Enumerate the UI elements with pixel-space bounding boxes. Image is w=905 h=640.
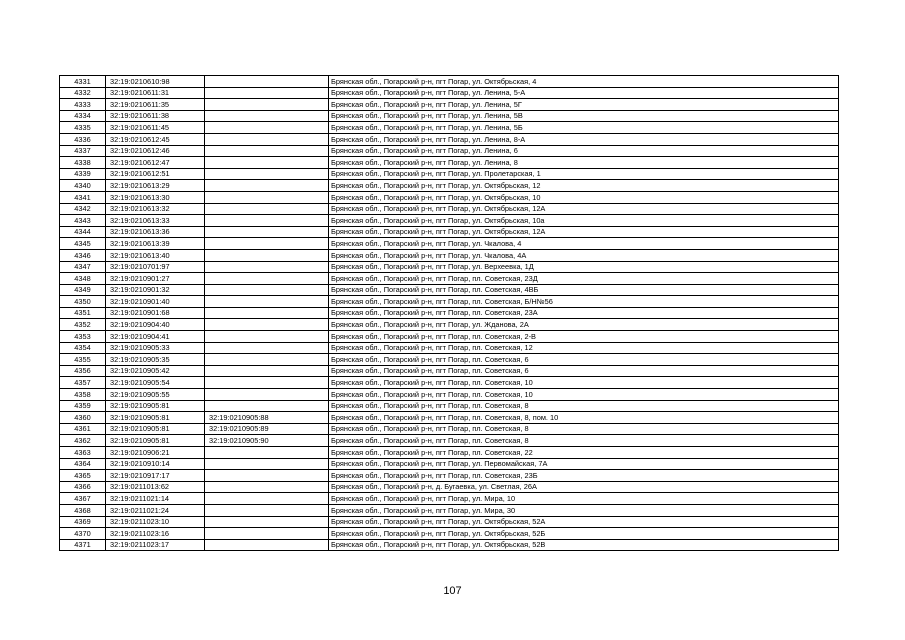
cadastral-number-cell: 32:19:0210905:81: [106, 412, 205, 424]
row-number-cell: 4369: [60, 516, 106, 528]
address-cell: Брянская обл., Погарский р-н, пгт Погар, ул. Ленина, 8-А: [329, 133, 839, 145]
linked-object-cell: [205, 493, 329, 505]
linked-object-cell: [205, 145, 329, 157]
row-number-cell: 4332: [60, 87, 106, 99]
address-cell: Брянская обл., Погарский р-н, пгт Погар, ул. Октябрьская, 4: [329, 76, 839, 88]
address-cell: Брянская обл., Погарский р-н, пгт Погар, ул. Мира, 10: [329, 493, 839, 505]
address-cell: Брянская обл., Погарский р-н, пгт Погар, пл. Советская, 6: [329, 365, 839, 377]
table-row: [60, 87, 839, 99]
row-number-cell: 4362: [60, 435, 106, 447]
address-cell: Брянская обл., Погарский р-н, пгт Погар, ул. Октябрьская, 52А: [329, 516, 839, 528]
table-row: [60, 99, 839, 111]
row-number-cell: 4357: [60, 377, 106, 389]
linked-object-cell: [205, 157, 329, 169]
cadastral-number-cell: 32:19:0210905:33: [106, 342, 205, 354]
table-row: [60, 145, 839, 157]
table-row: [60, 319, 839, 331]
address-cell: Брянская обл., Погарский р-н, пгт Погар, ул. Чкалова, 4: [329, 238, 839, 250]
linked-object-cell: [205, 447, 329, 459]
address-cell: Брянская обл., Погарский р-н, д. Бугаевка, ул. Светлая, 26А: [329, 481, 839, 493]
address-cell: Брянская обл., Погарский р-н, пгт Погар, ул. Пролетарская, 1: [329, 168, 839, 180]
table-row: [60, 539, 839, 551]
linked-object-cell: [205, 400, 329, 412]
table-row: [60, 528, 839, 540]
table-row: [60, 342, 839, 354]
cadastral-number-cell: 32:19:0210906:21: [106, 447, 205, 459]
row-number-cell: 4350: [60, 296, 106, 308]
linked-object-cell: [205, 261, 329, 273]
address-cell: Брянская обл., Погарский р-н, пгт Погар, ул. Первомайская, 7А: [329, 458, 839, 470]
cadastral-number-cell: 32:19:0210611:45: [106, 122, 205, 134]
cadastral-number-cell: 32:19:0211023:10: [106, 516, 205, 528]
cadastral-number-cell: 32:19:0210901:32: [106, 284, 205, 296]
linked-object-cell: [205, 203, 329, 215]
linked-object-cell: [205, 319, 329, 331]
address-cell: Брянская обл., Погарский р-н, пгт Погар, ул. Чкалова, 4А: [329, 249, 839, 261]
address-cell: Брянская обл., Погарский р-н, пгт Погар, ул. Ленина, 5В: [329, 110, 839, 122]
table-row: [60, 331, 839, 343]
row-number-cell: 4340: [60, 180, 106, 192]
row-number-cell: 4348: [60, 273, 106, 285]
cadastral-number-cell: 32:19:0211013:62: [106, 481, 205, 493]
linked-object-cell: [205, 307, 329, 319]
table-row: [60, 226, 839, 238]
linked-object-cell: [205, 470, 329, 482]
cadastral-number-cell: 32:19:0210612:45: [106, 133, 205, 145]
cadastral-number-cell: 32:19:0210701:97: [106, 261, 205, 273]
table-row: [60, 493, 839, 505]
linked-object-cell: [205, 365, 329, 377]
cadastral-number-cell: 32:19:0210611:38: [106, 110, 205, 122]
row-number-cell: 4341: [60, 191, 106, 203]
linked-object-cell: [205, 284, 329, 296]
row-number-cell: 4363: [60, 447, 106, 459]
row-number-cell: 4371: [60, 539, 106, 551]
linked-object-cell: [205, 331, 329, 343]
row-number-cell: 4353: [60, 331, 106, 343]
linked-object-cell: [205, 528, 329, 540]
linked-object-cell: [205, 99, 329, 111]
cadastral-number-cell: 32:19:0210613:30: [106, 191, 205, 203]
address-cell: Брянская обл., Погарский р-н, пгт Погар, ул. Октябрьская, 10: [329, 191, 839, 203]
address-cell: Брянская обл., Погарский р-н, пгт Погар, пл. Советская, 10: [329, 389, 839, 401]
row-number-cell: 4343: [60, 215, 106, 227]
table-row: [60, 296, 839, 308]
address-cell: Брянская обл., Погарский р-н, пгт Погар, пл. Советская, 23А: [329, 307, 839, 319]
registry-table-body: [60, 76, 839, 551]
address-cell: Брянская обл., Погарский р-н, пгт Погар, пл. Советская, 8, пом. 10: [329, 412, 839, 424]
cadastral-number-cell: 32:19:0210905:81: [106, 435, 205, 447]
cadastral-number-cell: 32:19:0210612:51: [106, 168, 205, 180]
address-cell: Брянская обл., Погарский р-н, пгт Погар, пл. Советская, 10: [329, 377, 839, 389]
row-number-cell: 4339: [60, 168, 106, 180]
table-row: [60, 261, 839, 273]
linked-object-cell: [205, 215, 329, 227]
row-number-cell: 4345: [60, 238, 106, 250]
row-number-cell: 4361: [60, 423, 106, 435]
cadastral-number-cell: 32:19:0210904:41: [106, 331, 205, 343]
table-row: [60, 412, 839, 424]
row-number-cell: 4366: [60, 481, 106, 493]
row-number-cell: 4370: [60, 528, 106, 540]
row-number-cell: 4351: [60, 307, 106, 319]
cadastral-number-cell: 32:19:0211021:24: [106, 504, 205, 516]
cadastral-number-cell: 32:19:0210905:55: [106, 389, 205, 401]
cadastral-number-cell: 32:19:0210611:31: [106, 87, 205, 99]
address-cell: Брянская обл., Погарский р-н, пгт Погар, пл. Советская, 8: [329, 400, 839, 412]
cadastral-number-cell: 32:19:0210612:46: [106, 145, 205, 157]
row-number-cell: 4334: [60, 110, 106, 122]
linked-object-cell: [205, 481, 329, 493]
table-row: [60, 458, 839, 470]
row-number-cell: 4349: [60, 284, 106, 296]
cadastral-number-cell: 32:19:0210613:39: [106, 238, 205, 250]
table-row: [60, 470, 839, 482]
table-row: [60, 481, 839, 493]
cadastral-number-cell: 32:19:0210917:17: [106, 470, 205, 482]
table-row: [60, 400, 839, 412]
address-cell: Брянская обл., Погарский р-н, пгт Погар, ул. Жданова, 2А: [329, 319, 839, 331]
row-number-cell: 4336: [60, 133, 106, 145]
cadastral-number-cell: 32:19:0210901:27: [106, 273, 205, 285]
address-cell: Брянская обл., Погарский р-н, пгт Погар, пл. Советская, 4ВБ: [329, 284, 839, 296]
page-number: 107: [443, 585, 462, 597]
cadastral-number-cell: 32:19:0211021:14: [106, 493, 205, 505]
row-number-cell: 4367: [60, 493, 106, 505]
cadastral-number-cell: 32:19:0210905:81: [106, 400, 205, 412]
table-row: [60, 180, 839, 192]
linked-object-cell: [205, 504, 329, 516]
table-row: [60, 203, 839, 215]
table-row: [60, 516, 839, 528]
cadastral-number-cell: 32:19:0210613:33: [106, 215, 205, 227]
address-cell: Брянская обл., Погарский р-н, пгт Погар, пл. Советская, 12: [329, 342, 839, 354]
address-cell: Брянская обл., Погарский р-н, пгт Погар, ул. Октябрьская, 10а: [329, 215, 839, 227]
address-cell: Брянская обл., Погарский р-н, пгт Погар, пл. Советская, 22: [329, 447, 839, 459]
cadastral-number-cell: 32:19:0210613:29: [106, 180, 205, 192]
linked-object-cell: [205, 516, 329, 528]
table-row: [60, 238, 839, 250]
linked-object-cell: [205, 273, 329, 285]
row-number-cell: 4360: [60, 412, 106, 424]
address-cell: Брянская обл., Погарский р-н, пгт Погар, ул. Октябрьская, 52Б: [329, 528, 839, 540]
linked-object-cell: [205, 389, 329, 401]
address-cell: Брянская обл., Погарский р-н, пгт Погар, ул. Ленина, 5-А: [329, 87, 839, 99]
row-number-cell: 4338: [60, 157, 106, 169]
linked-object-cell: [205, 191, 329, 203]
cadastral-number-cell: 32:19:0210905:42: [106, 365, 205, 377]
linked-object-cell: [205, 76, 329, 88]
linked-object-cell: [205, 87, 329, 99]
linked-object-cell: 32:19:0210905:89: [205, 423, 329, 435]
row-number-cell: 4333: [60, 99, 106, 111]
linked-object-cell: [205, 539, 329, 551]
linked-object-cell: [205, 342, 329, 354]
linked-object-cell: [205, 377, 329, 389]
cadastral-number-cell: 32:19:0210905:81: [106, 423, 205, 435]
row-number-cell: 4368: [60, 504, 106, 516]
address-cell: Брянская обл., Погарский р-н, пгт Погар, ул. Октябрьская, 12А: [329, 203, 839, 215]
address-cell: Брянская обл., Погарский р-н, пгт Погар, ул. Ленина, 6: [329, 145, 839, 157]
row-number-cell: 4331: [60, 76, 106, 88]
row-number-cell: 4352: [60, 319, 106, 331]
linked-object-cell: [205, 238, 329, 250]
linked-object-cell: [205, 296, 329, 308]
linked-object-cell: [205, 180, 329, 192]
table-row: [60, 389, 839, 401]
row-number-cell: 4358: [60, 389, 106, 401]
row-number-cell: 4346: [60, 249, 106, 261]
linked-object-cell: [205, 458, 329, 470]
cadastral-number-cell: 32:19:0210905:35: [106, 354, 205, 366]
table-row: [60, 284, 839, 296]
table-row: [60, 435, 839, 447]
cadastral-number-cell: 32:19:0210910:14: [106, 458, 205, 470]
address-cell: Брянская обл., Погарский р-н, пгт Погар, ул. Ленина, 8: [329, 157, 839, 169]
address-cell: Брянская обл., Погарский р-н, пгт Погар, пл. Советская, 8: [329, 423, 839, 435]
address-cell: Брянская обл., Погарский р-н, пгт Погар, ул. Ленина, 5Г: [329, 99, 839, 111]
row-number-cell: 4355: [60, 354, 106, 366]
address-cell: Брянская обл., Погарский р-н, пгт Погар, ул. Октябрьская, 12: [329, 180, 839, 192]
cadastral-number-cell: 32:19:0211023:17: [106, 539, 205, 551]
cadastral-number-cell: 32:19:0210904:40: [106, 319, 205, 331]
address-cell: Брянская обл., Погарский р-н, пгт Погар, пл. Советская, 23Б: [329, 470, 839, 482]
linked-object-cell: [205, 133, 329, 145]
table-row: [60, 354, 839, 366]
table-row: [60, 307, 839, 319]
row-number-cell: 4344: [60, 226, 106, 238]
address-cell: Брянская обл., Погарский р-н, пгт Погар, ул. Мира, 30: [329, 504, 839, 516]
table-row: [60, 76, 839, 88]
cadastral-number-cell: 32:19:0210613:40: [106, 249, 205, 261]
address-cell: Брянская обл., Погарский р-н, пгт Погар, пл. Советская, 8: [329, 435, 839, 447]
table-row: [60, 365, 839, 377]
table-row: [60, 249, 839, 261]
table-row: [60, 273, 839, 285]
row-number-cell: 4364: [60, 458, 106, 470]
address-cell: Брянская обл., Погарский р-н, пгт Погар, ул. Верхеевка, 1Д: [329, 261, 839, 273]
linked-object-cell: [205, 168, 329, 180]
row-number-cell: 4342: [60, 203, 106, 215]
row-number-cell: 4365: [60, 470, 106, 482]
row-number-cell: 4354: [60, 342, 106, 354]
cadastral-number-cell: 32:19:0210905:54: [106, 377, 205, 389]
cadastral-number-cell: 32:19:0210613:36: [106, 226, 205, 238]
linked-object-cell: [205, 226, 329, 238]
address-cell: Брянская обл., Погарский р-н, пгт Погар, пл. Советская, 23Д: [329, 273, 839, 285]
row-number-cell: 4335: [60, 122, 106, 134]
row-number-cell: 4347: [60, 261, 106, 273]
table-row: [60, 504, 839, 516]
table-row: [60, 423, 839, 435]
address-cell: Брянская обл., Погарский р-н, пгт Погар, ул. Октябрьская, 52В: [329, 539, 839, 551]
table-row: [60, 191, 839, 203]
cadastral-number-cell: 32:19:0210610:98: [106, 76, 205, 88]
linked-object-cell: [205, 110, 329, 122]
address-cell: Брянская обл., Погарский р-н, пгт Погар, ул. Ленина, 5Б: [329, 122, 839, 134]
cadastral-number-cell: 32:19:0210612:47: [106, 157, 205, 169]
table-row: [60, 215, 839, 227]
cadastral-number-cell: 32:19:0210901:68: [106, 307, 205, 319]
cadastral-number-cell: 32:19:0210901:40: [106, 296, 205, 308]
address-cell: Брянская обл., Погарский р-н, пгт Погар, пл. Советская, 6: [329, 354, 839, 366]
linked-object-cell: [205, 122, 329, 134]
cadastral-number-cell: 32:19:0211023:16: [106, 528, 205, 540]
registry-table: [59, 75, 839, 551]
row-number-cell: 4337: [60, 145, 106, 157]
linked-object-cell: 32:19:0210905:90: [205, 435, 329, 447]
linked-object-cell: [205, 354, 329, 366]
row-number-cell: 4356: [60, 365, 106, 377]
address-cell: Брянская обл., Погарский р-н, пгт Погар, пл. Советская, 2-В: [329, 331, 839, 343]
address-cell: Брянская обл., Погарский р-н, пгт Погар, ул. Октябрьская, 12А: [329, 226, 839, 238]
cadastral-number-cell: 32:19:0210613:32: [106, 203, 205, 215]
table-row: [60, 447, 839, 459]
table-row: [60, 157, 839, 169]
table-row: [60, 377, 839, 389]
address-cell: Брянская обл., Погарский р-н, пгт Погар, пл. Советская, Б/Н№56: [329, 296, 839, 308]
cadastral-number-cell: 32:19:0210611:35: [106, 99, 205, 111]
linked-object-cell: [205, 249, 329, 261]
table-row: [60, 133, 839, 145]
table-row: [60, 168, 839, 180]
table-row: [60, 122, 839, 134]
linked-object-cell: 32:19:0210905:88: [205, 412, 329, 424]
row-number-cell: 4359: [60, 400, 106, 412]
table-row: [60, 110, 839, 122]
